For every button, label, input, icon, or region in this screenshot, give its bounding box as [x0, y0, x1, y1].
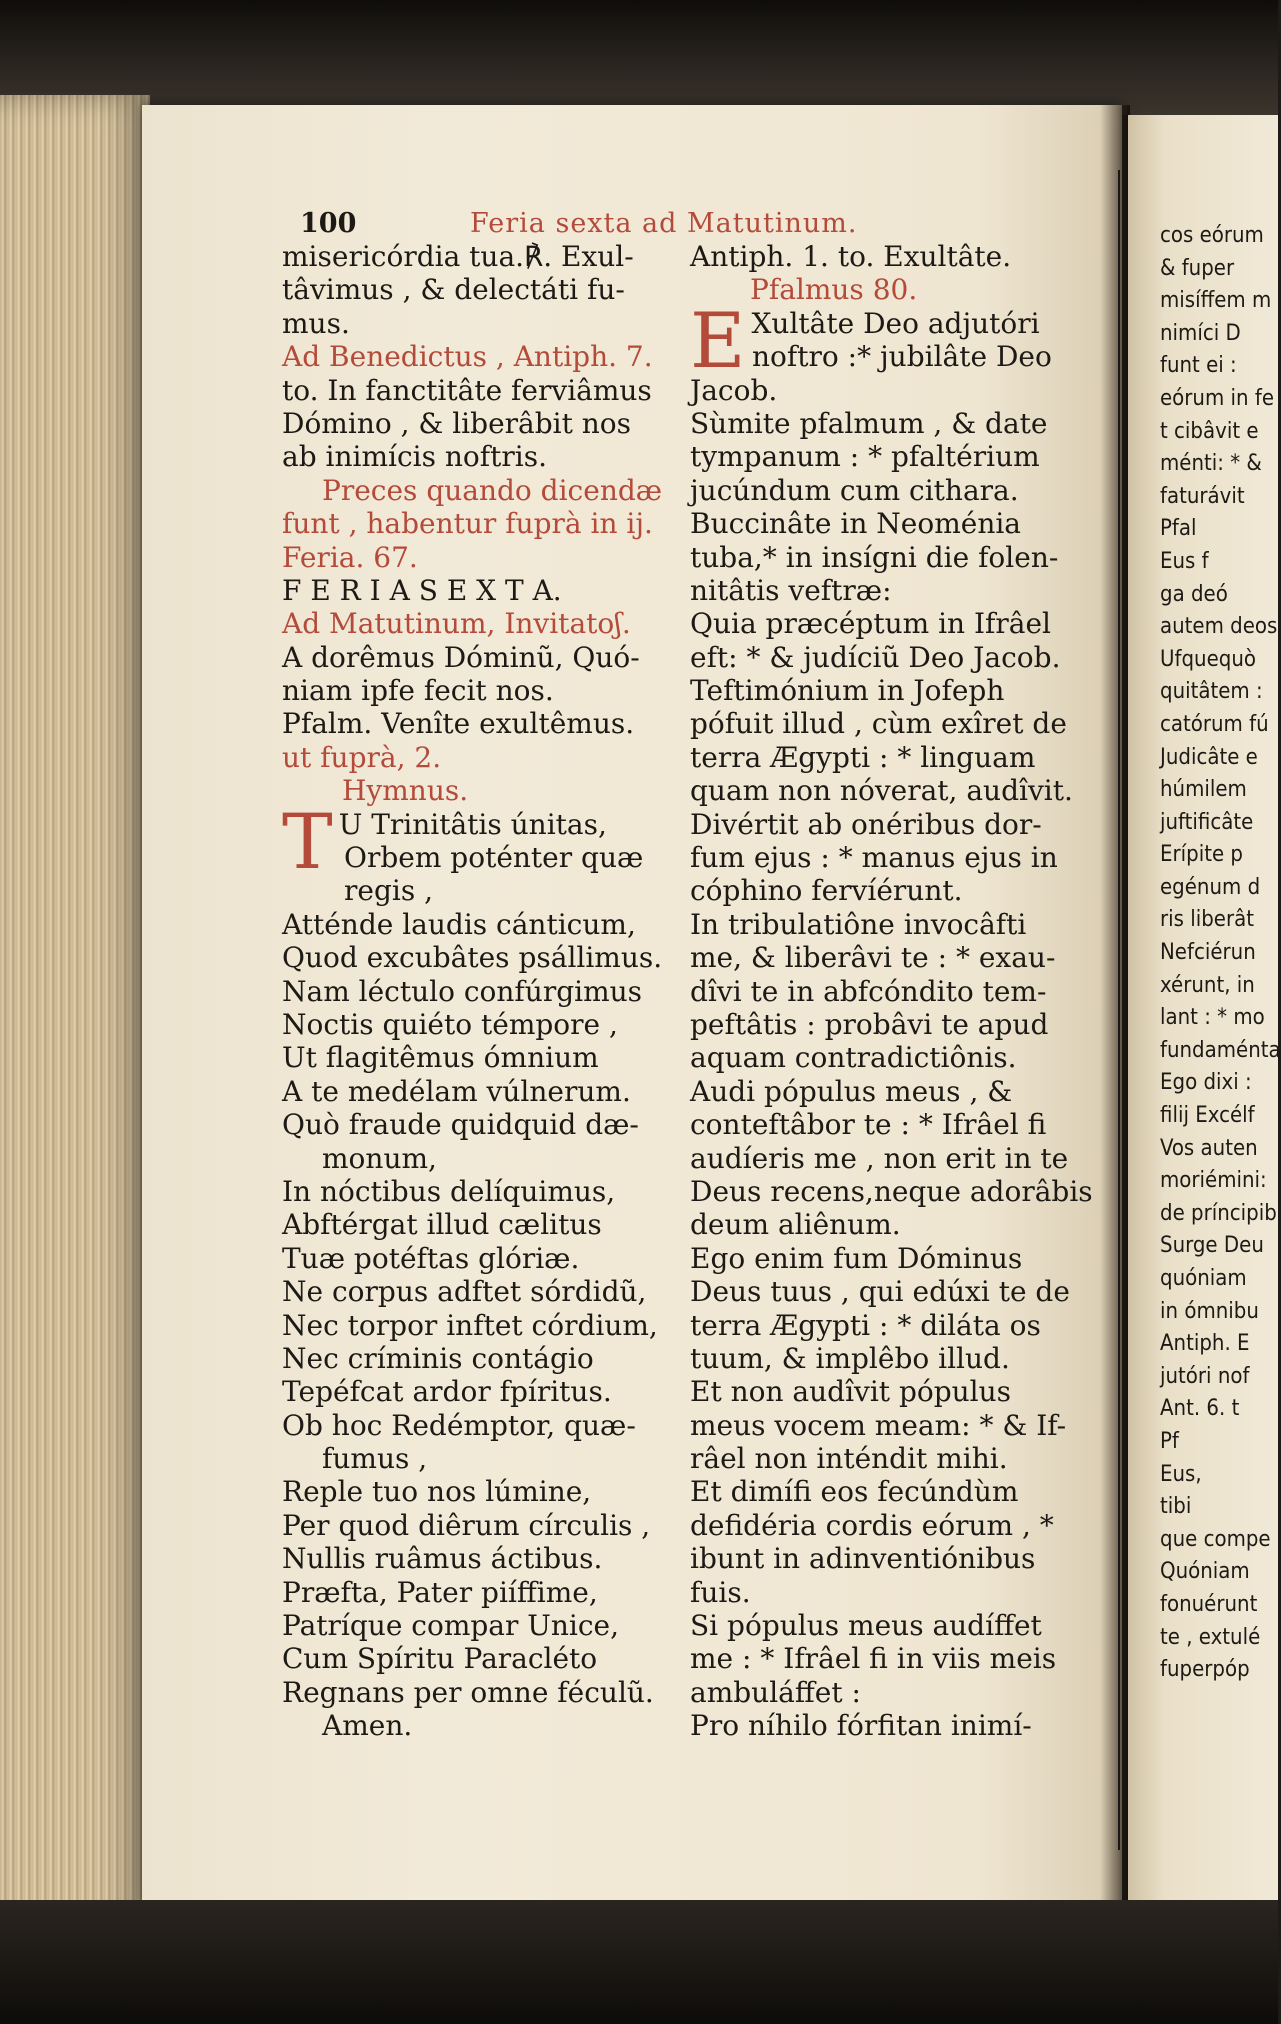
- text-line: [282, 541, 682, 574]
- line-text: funt , habentur fuprà in ij.: [282, 507, 653, 541]
- line-text: Deus recens,neque adorâbis: [690, 1174, 1093, 1208]
- line-text: noftro :* jubilâte Deo: [752, 340, 1052, 374]
- fragment-line: egénum d: [1160, 874, 1261, 900]
- text-line: [690, 1676, 1090, 1709]
- column-rule: [1118, 170, 1120, 1850]
- fragment-line: t cibâvit e: [1160, 418, 1259, 444]
- line-text: Hymnus.: [342, 774, 469, 808]
- fragment-line: lant : * mo: [1160, 1005, 1265, 1031]
- text-line: [690, 774, 1090, 807]
- line-text: Antiph. 1. to. Exultâte.: [690, 240, 1012, 273]
- fragment-line: ris liberât: [1160, 907, 1254, 933]
- line-text: In tribulatiône invocâfti: [690, 907, 1027, 941]
- text-line: [690, 841, 1090, 874]
- line-text: Tepéfcat ardor fpíritus.: [282, 1375, 612, 1409]
- line-text: to. In fanctitâte ferviâmus: [282, 373, 652, 407]
- fragment-line: quóniam: [1160, 1266, 1247, 1291]
- text-line: [690, 1275, 1090, 1308]
- line-text: meus vocem meam: * & If-: [690, 1408, 1067, 1442]
- text-line: [690, 1041, 1090, 1074]
- fragment-line: moriémini:: [1160, 1168, 1267, 1194]
- line-text: peftâtis : probâvi te apud: [690, 1007, 1049, 1041]
- text-line: [690, 941, 1090, 974]
- page-gutter: [1100, 105, 1130, 1905]
- line-text: nitâtis veftræ:: [690, 573, 892, 607]
- line-text: Et dimífi eos fecúndùm: [690, 1475, 1019, 1509]
- line-text: Nullis ruâmus áctibus.: [282, 1542, 603, 1576]
- text-line: [690, 1008, 1090, 1041]
- text-line: [690, 240, 1090, 273]
- line-text: Feria. 67.: [282, 540, 418, 574]
- fragment-line: tibi: [1160, 1494, 1192, 1520]
- fragment-line: Erípite p: [1160, 842, 1243, 868]
- line-text: Atténde laudis cánticum,: [282, 907, 636, 941]
- book-bottom-edge: [0, 1900, 1278, 2024]
- text-line: [690, 1142, 1090, 1175]
- fragment-line: Eus,: [1160, 1461, 1202, 1487]
- fragment-line: cos eórum: [1160, 223, 1264, 248]
- text-line: [690, 273, 1090, 306]
- fragment-line: eórum in fe: [1160, 385, 1275, 411]
- text-line: [282, 674, 682, 707]
- fragment-line: de príncipib: [1160, 1200, 1277, 1226]
- fragment-line: jutóri nof: [1160, 1363, 1250, 1389]
- facing-page-text-fragment: [1160, 220, 1281, 1683]
- fragment-line: Pfal: [1160, 516, 1197, 542]
- line-text: ab inimícis noftris.: [282, 440, 547, 474]
- fragment-line: Judicâte e: [1160, 744, 1258, 770]
- line-text: Patríque compar Unice,: [282, 1609, 620, 1643]
- line-text: Nec críminis contágio: [282, 1341, 594, 1375]
- fragment-line: Ant. 6. t: [1160, 1396, 1240, 1422]
- line-text: terra Ægypti : * linguam: [690, 740, 1036, 774]
- text-line: [282, 574, 682, 607]
- line-text: audíeris me , non erit in te: [690, 1141, 1069, 1175]
- text-line: [282, 975, 682, 1008]
- fragment-line: Ufquequò: [1160, 646, 1256, 672]
- text-line: [690, 1576, 1090, 1609]
- text-line: [282, 1576, 682, 1609]
- line-text: Ne corpus adftet sórdidũ,: [282, 1275, 647, 1309]
- fragment-line: catórum fú: [1160, 711, 1269, 737]
- text-line: [690, 374, 1090, 407]
- line-text: Præfta, Pater piíffime,: [282, 1575, 598, 1609]
- text-line: [282, 874, 682, 907]
- text-line: [282, 1108, 682, 1141]
- text-line: [282, 841, 682, 874]
- text-line: [690, 1075, 1090, 1108]
- line-text: Cum Spíritu Paracléto: [282, 1642, 598, 1676]
- text-line: [282, 1242, 682, 1275]
- text-line: [690, 1309, 1090, 1342]
- text-line: [690, 474, 1090, 507]
- text-line: [282, 407, 682, 440]
- line-text: monum,: [322, 1141, 437, 1175]
- text-line: [282, 240, 682, 273]
- line-text: Quod excubâtes psállimus.: [282, 941, 663, 975]
- fragment-line: ménti: * &: [1160, 451, 1262, 477]
- text-line: [282, 340, 682, 373]
- text-line: [282, 1342, 682, 1375]
- fragment-line: te , extulé: [1160, 1624, 1261, 1650]
- text-line: [282, 307, 682, 340]
- line-text: Ad Matutinum, Invitatoʃ.: [282, 607, 631, 641]
- line-text: terra Ægypti : * diláta os: [690, 1308, 1041, 1342]
- text-line: [690, 407, 1090, 440]
- fragment-line: ga deó: [1160, 581, 1228, 607]
- line-text: dîvi te in abfcóndito tem-: [690, 974, 1047, 1008]
- line-text: Divértit ab onéribus dor-: [690, 807, 1042, 841]
- text-line: [690, 1609, 1090, 1642]
- line-text: râel non inténdit mihi.: [690, 1442, 1008, 1476]
- text-line: [282, 908, 682, 941]
- line-text: Preces quando dicendæ: [322, 473, 663, 507]
- text-line: [282, 607, 682, 640]
- text-line: [690, 1375, 1090, 1408]
- fragment-line: Antiph. E: [1160, 1331, 1250, 1357]
- text-line: [690, 1642, 1090, 1675]
- fragment-line: que compe: [1160, 1526, 1271, 1552]
- line-text: Xultâte Deo adjutóri: [751, 306, 1040, 340]
- book-spine-top: [0, 0, 1278, 115]
- line-text: Amen.: [322, 1709, 413, 1743]
- line-text: Pro níhilo fórfitan inimí-: [690, 1709, 1032, 1743]
- text-line: [690, 908, 1090, 941]
- line-text: ut fuprà, 2.: [282, 740, 442, 774]
- text-line: [282, 1275, 682, 1308]
- fragment-line: funt ei :: [1160, 353, 1237, 379]
- line-text: Tuæ potéftas glóriæ.: [282, 1241, 580, 1275]
- text-line: [282, 1509, 682, 1542]
- text-line: [282, 1075, 682, 1108]
- fragment-line: fuperpóp: [1160, 1657, 1250, 1683]
- text-line: [690, 1509, 1090, 1542]
- text-line: [282, 1409, 682, 1442]
- text-line: [690, 1208, 1090, 1241]
- fragment-line: xérunt, in: [1160, 972, 1255, 998]
- text-line: [690, 674, 1090, 707]
- line-text: Et non audîvit pópulus: [690, 1375, 1012, 1409]
- text-line: [690, 340, 1090, 373]
- line-text: Ad Benedictus , Antiph. 7.: [282, 340, 653, 374]
- fragment-line: Surge Deu: [1160, 1233, 1264, 1259]
- line-text: Jacob.: [690, 373, 778, 407]
- text-line: [282, 1208, 682, 1241]
- page-edges-left: [0, 95, 150, 1935]
- text-line: [282, 1442, 682, 1475]
- line-text: aquam contradictiônis.: [690, 1041, 1017, 1075]
- line-text: Teftimónium in Jofeph: [690, 674, 1005, 708]
- text-line: [690, 1342, 1090, 1375]
- line-text: Nam léctulo confúrgimus: [282, 974, 643, 1008]
- line-text: Pfalm. Venîte exultêmus.: [282, 707, 635, 741]
- line-text: jucúndum cum cithara.: [690, 473, 1019, 507]
- line-text: Nec torpor inftet córdium,: [282, 1308, 658, 1342]
- fragment-line: Vos auten: [1160, 1135, 1258, 1161]
- text-line: [690, 1242, 1090, 1275]
- text-line: [282, 1642, 682, 1675]
- fragment-line: Eus f: [1160, 548, 1209, 574]
- text-line: [282, 273, 682, 306]
- fragment-line: húmilem: [1160, 777, 1247, 803]
- text-line: [690, 874, 1090, 907]
- text-line: [282, 374, 682, 407]
- line-text: Ob hoc Redémptor, quæ-: [282, 1408, 636, 1442]
- line-text: Sùmite pfalmum , & date: [690, 406, 1048, 440]
- line-text: Abftérgat illud cælitus: [282, 1208, 602, 1242]
- page-number: 100: [300, 208, 357, 239]
- line-text: conteftâbor te : * Ifrâel fi: [690, 1108, 1047, 1142]
- line-text: pófuit illud , cùm exîret de: [690, 707, 1067, 741]
- line-text: A te medélam vúlnerum.: [282, 1074, 631, 1108]
- line-text: In nóctibus delíquimus,: [282, 1174, 616, 1208]
- fragment-line: Ego dixi :: [1160, 1070, 1252, 1096]
- running-title: Feria sexta ad Matutinum.: [470, 208, 858, 239]
- line-text: Ut flagitêmus ómnium: [282, 1041, 599, 1075]
- line-text: quam non nóverat, audîvit.: [690, 774, 1073, 808]
- text-line: [690, 1542, 1090, 1575]
- fragment-line: fonuérunt: [1160, 1591, 1258, 1617]
- text-line: [282, 1709, 682, 1742]
- fragment-line: quitâtem :: [1160, 679, 1263, 705]
- line-text: tâvimus , & delectáti fu-: [282, 273, 625, 307]
- text-line: [690, 741, 1090, 774]
- line-text: cóphino fervíérunt.: [690, 874, 963, 908]
- text-line: [282, 1142, 682, 1175]
- line-text: ibunt in adinventiónibus: [690, 1542, 1036, 1576]
- text-line: [282, 641, 682, 674]
- line-text: fum ejus : * manus ejus in: [690, 841, 1058, 875]
- text-line: [282, 1475, 682, 1508]
- line-text: Pfalmus 80.: [750, 273, 918, 307]
- text-line: [282, 774, 682, 807]
- line-text: Si pópulus meus audíffet: [690, 1609, 1042, 1643]
- text-line: [282, 474, 682, 507]
- fragment-line: faturávit: [1160, 483, 1245, 509]
- line-text: defidéria cordis eórum , *: [690, 1508, 1054, 1542]
- text-line: [282, 707, 682, 740]
- fragment-line: & fuper: [1160, 255, 1235, 281]
- line-text: eft: * & judíciũ Deo Jacob.: [690, 640, 1061, 674]
- fragment-line: misíffem m: [1160, 288, 1272, 314]
- text-line: [282, 440, 682, 473]
- line-text: regis ,: [344, 874, 434, 908]
- drop-capital: E: [690, 295, 746, 385]
- text-line: [282, 507, 682, 540]
- text-line: [282, 1008, 682, 1041]
- text-line: [282, 1676, 682, 1709]
- line-text: niam ipfe fecit nos.: [282, 674, 554, 708]
- text-line: [690, 808, 1090, 841]
- text-line: [690, 975, 1090, 1008]
- text-line: [282, 1041, 682, 1074]
- line-text: Regnans per omne féculũ.: [282, 1675, 654, 1709]
- fragment-line: fundaménta: [1160, 1037, 1281, 1063]
- line-text: deum aliênum.: [690, 1208, 901, 1242]
- line-text: F E R I A S E X T A.: [282, 573, 562, 607]
- line-text: Deus tuus , qui edúxi te de: [690, 1275, 1070, 1309]
- line-text: Dómino , & liberâbit nos: [282, 406, 632, 440]
- fragment-line: autem deos: [1160, 614, 1278, 640]
- line-text: Quò fraude quidquid dæ-: [282, 1108, 639, 1142]
- fragment-line: juftificâte: [1160, 809, 1254, 835]
- line-text: ambuláffet :: [690, 1675, 861, 1709]
- fragment-line: Pf: [1160, 1428, 1179, 1454]
- text-line: [690, 1409, 1090, 1442]
- text-line: [690, 541, 1090, 574]
- line-text: Per quod diêrum círculis ,: [282, 1508, 651, 1542]
- line-text: Quia præcéptum in Ifrâel: [690, 607, 1051, 641]
- text-line: [282, 1542, 682, 1575]
- line-text: me : * Ifrâel fi in viis meis: [690, 1642, 1057, 1676]
- text-line: [282, 1375, 682, 1408]
- fragment-line: nimíci D: [1160, 320, 1241, 346]
- line-text: Ego enim fum Dóminus: [690, 1241, 1023, 1275]
- fragment-line: Quóniam: [1160, 1559, 1250, 1585]
- line-text: tuum, & implêbo illud.: [690, 1341, 1010, 1375]
- text-line: [282, 1175, 682, 1208]
- drop-capital: T: [282, 796, 333, 886]
- line-text: Buccinâte in Neoménia: [690, 507, 1021, 541]
- line-text: U Trinitâtis únitas,: [338, 807, 607, 841]
- fragment-line: in ómnibu: [1160, 1298, 1259, 1324]
- text-line: [690, 1475, 1090, 1508]
- line-text: me, & liberâvi te : * exau-: [690, 941, 1056, 975]
- text-line: [690, 574, 1090, 607]
- line-text: tuba,* in insígni die folen-: [690, 540, 1059, 574]
- text-line: [690, 641, 1090, 674]
- text-line: [690, 607, 1090, 640]
- text-line: [690, 507, 1090, 540]
- line-text: Orbem poténter quæ: [344, 841, 644, 875]
- text-line: [690, 707, 1090, 740]
- middle-text-column: [690, 240, 1093, 1743]
- text-line: [690, 1108, 1090, 1141]
- text-line: [282, 1309, 682, 1342]
- line-text: A dorêmus Dóminũ, Quó-: [282, 640, 640, 674]
- line-text: Noctis quiéto témpore ,: [282, 1007, 618, 1041]
- line-text: misericórdia tua.℟. Exul-: [282, 240, 634, 273]
- fragment-line: filij Excélf: [1160, 1103, 1255, 1129]
- left-text-column: [282, 240, 682, 1743]
- line-text: fuis.: [690, 1575, 751, 1609]
- line-text: tympanum : * pfaltérium: [690, 440, 1040, 474]
- text-line: [690, 1709, 1090, 1742]
- line-text: Audi pópulus meus , &: [690, 1074, 1013, 1108]
- line-text: fumus ,: [322, 1442, 428, 1476]
- text-line: [282, 941, 682, 974]
- line-text: mus.: [282, 306, 350, 340]
- text-line: [690, 1442, 1090, 1475]
- fragment-line: Nefciérun: [1160, 940, 1256, 966]
- text-line: [690, 1174, 1093, 1208]
- text-line: [282, 1609, 682, 1642]
- text-line: [282, 741, 682, 774]
- text-line: [690, 440, 1090, 473]
- line-text: Reple tuo nos lúmine,: [282, 1475, 592, 1509]
